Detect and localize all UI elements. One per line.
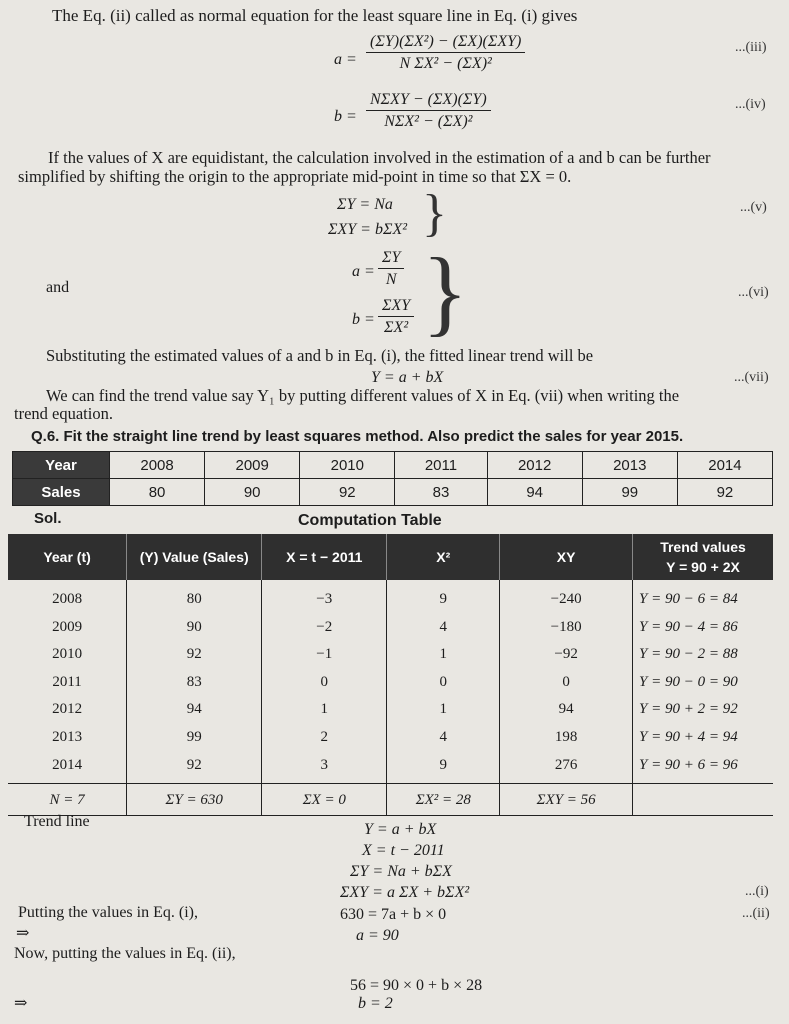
eq-vi-a-lhs: a = [352, 263, 375, 280]
trend-value: Y = 90 + 2 = 92 [639, 701, 738, 718]
para3-line2: trend equation. [14, 404, 113, 423]
sales-value: 92 [186, 646, 202, 663]
year-cell: 2008 [110, 452, 205, 479]
eq-iv-denominator: NΣX² − (ΣX)² [384, 113, 473, 130]
year-cell: 2010 [300, 452, 395, 479]
trend-header-line2: Y = 90 + 2X [666, 559, 740, 575]
solution-line6: a = 90 [356, 927, 399, 944]
solution-line2: X = t − 2011 [362, 842, 445, 859]
year-header: Year [13, 452, 110, 479]
year-value: 2012 [52, 701, 83, 718]
para2: Substituting the estimated values of a and b in Eq. (i), the fitted linear trend will be [46, 346, 594, 365]
ctable-header-row [8, 534, 773, 580]
eq-vi-b-den: ΣX² [384, 319, 409, 336]
eq-v-label: ...(v) [740, 200, 767, 215]
eq-iv-label: ...(iv) [735, 97, 766, 112]
col-year [8, 580, 127, 784]
intro-text: The Eq. (ii) called as normal equation for the least square line in Eq. (i) gives [52, 6, 578, 25]
total-sum-x2: ΣX² = 28 [387, 784, 500, 816]
year-cell: 2009 [205, 452, 300, 479]
year-value: 2009 [52, 618, 83, 635]
eq-vii: Y = a + bX [371, 369, 444, 386]
putting-values-text: Putting the values in Eq. (i), [18, 904, 198, 921]
eq-iii-label: ...(iii) [735, 40, 767, 55]
sales-value: 90 [186, 618, 202, 635]
col-x2-header: X² [387, 534, 500, 580]
sales-header: Sales [13, 479, 110, 506]
computation-table-title: Computation Table [298, 512, 442, 529]
solution-line8: b = 2 [358, 995, 393, 1012]
xy-value: −240 [550, 591, 582, 607]
solution-line7: 56 = 90 × 0 + b × 28 [350, 977, 483, 994]
year-row [13, 452, 773, 479]
sol-label: Sol. [34, 510, 62, 527]
total-sum-y: ΣY = 630 [127, 784, 262, 816]
trend-value: Y = 90 − 0 = 90 [639, 673, 738, 690]
trend-line-label: Trend line [24, 813, 90, 830]
trend-value: Y = 90 + 4 = 94 [639, 728, 738, 745]
xy-value: −180 [550, 618, 582, 635]
eq-vi-brace: } [422, 238, 469, 345]
year-cell: 2014 [677, 452, 772, 479]
total-sum-xy: ΣXY = 56 [500, 784, 633, 816]
sales-value: 83 [186, 673, 202, 690]
year-value: 2011 [52, 673, 82, 690]
x2-value: 1 [439, 646, 448, 663]
year-value: 2014 [52, 756, 83, 773]
col-year-header: Year (t) [8, 534, 127, 580]
year-cell: 2011 [395, 452, 487, 479]
implies-arrow-1: ⇒ [16, 925, 30, 942]
trend-value: Y = 90 − 4 = 86 [639, 618, 738, 635]
year-value: 2008 [52, 591, 83, 607]
xy-value: 198 [554, 728, 578, 745]
solution-line1: Y = a + bX [364, 821, 437, 838]
xy-value: 94 [558, 701, 574, 718]
solution-line4: ΣXY = a ΣX + bΣX² [340, 884, 470, 901]
xy-value: 0 [562, 673, 570, 690]
sales-cell: 94 [487, 479, 582, 506]
x2-value: 0 [439, 673, 448, 690]
para3-line1: We can find the trend value say Y₁ by putting different values of X in Eq. (vii) when writing the [46, 386, 680, 405]
col-value [127, 580, 262, 784]
eq-v-line1: ΣY = Na [337, 196, 393, 213]
eq-vi-a-fraction [378, 248, 404, 289]
total-empty [633, 784, 774, 816]
x2-value: 4 [439, 728, 448, 745]
computation-table [8, 534, 773, 816]
question-table [12, 451, 773, 506]
eq-iii-lhs: a = [334, 51, 357, 68]
trend-value: Y = 90 + 6 = 96 [639, 756, 738, 773]
x2-value: 1 [439, 701, 448, 718]
and-text: and [46, 279, 70, 296]
eq-vi-b-lhs: b = [352, 311, 375, 328]
now-putting-text: Now, putting the values in Eq. (ii), [14, 945, 236, 962]
sales-cell: 92 [677, 479, 772, 506]
solution-line5: 630 = 7a + b × 0 [340, 906, 447, 923]
xy-value: 276 [554, 756, 578, 773]
sales-cell: 99 [582, 479, 677, 506]
eq-vi-a-den: N [385, 271, 397, 288]
trend-header-line1: Trend values [660, 539, 746, 555]
x2-value: 4 [439, 618, 448, 635]
x2-value: 9 [439, 756, 448, 773]
eq-iii-fraction [366, 32, 525, 73]
x-value: 0 [320, 673, 329, 690]
year-value: 2013 [52, 728, 83, 745]
col-x-header: X = t − 2011 [262, 534, 387, 580]
solution-eq-i-label: ...(i) [745, 884, 769, 899]
col-xy-header: XY [500, 534, 633, 580]
x-value: −2 [316, 618, 333, 635]
x-value: 1 [320, 701, 329, 718]
question-q6: Q.6. Fit the straight line trend by least squares method. Also predict the sales for year 2015. [31, 428, 684, 445]
year-cell: 2013 [582, 452, 677, 479]
x-value: 2 [320, 728, 329, 745]
x-value: 3 [320, 756, 329, 773]
solution-eq-ii-label: ...(ii) [742, 906, 770, 921]
trend-value: Y = 90 − 2 = 88 [639, 646, 738, 663]
eq-v-brace: } [422, 185, 447, 242]
solution-line3: ΣY = Na + bΣX [350, 863, 452, 880]
sales-value: 92 [186, 756, 202, 773]
col-trend-header [633, 534, 774, 580]
ctable-body-row [8, 580, 773, 784]
eq-vi-a-num: ΣY [378, 248, 404, 269]
eq-iv-numerator: NΣXY − (ΣX)(ΣY) [366, 90, 491, 111]
col-x [262, 580, 387, 784]
para1-line2: simplified by shifting the origin to the appropriate mid-point in time so that ΣX = 0. [18, 167, 572, 186]
sales-cell: 83 [395, 479, 487, 506]
col-x2 [387, 580, 500, 784]
xy-value: −92 [554, 646, 578, 663]
col-xy [500, 580, 633, 784]
sales-cell: 90 [205, 479, 300, 506]
eq-v-line2: ΣXY = bΣX² [328, 221, 408, 238]
total-sum-x: ΣX = 0 [262, 784, 387, 816]
x2-value: 9 [439, 591, 448, 607]
sales-value: 94 [186, 701, 202, 718]
total-n: N = 7 [8, 784, 127, 816]
trend-value: Y = 90 − 6 = 84 [639, 591, 738, 607]
year-cell: 2012 [487, 452, 582, 479]
col-trend [633, 580, 774, 784]
implies-arrow-2: ⇒ [14, 995, 28, 1012]
eq-vii-label: ...(vii) [734, 370, 769, 385]
x-value: −1 [316, 646, 333, 663]
sales-cell: 80 [110, 479, 205, 506]
eq-vi-b-fraction [378, 296, 414, 337]
eq-vi-b-num: ΣXY [378, 296, 414, 317]
eq-iv-lhs: b = [334, 108, 357, 125]
sales-row [13, 479, 773, 506]
sales-cell: 92 [300, 479, 395, 506]
eq-iii-denominator: N ΣX² − (ΣX)² [399, 55, 492, 72]
x-value: −3 [316, 591, 333, 607]
sales-value: 99 [186, 728, 202, 745]
eq-vi-label: ...(vi) [738, 285, 769, 300]
col-value-header: (Y) Value (Sales) [127, 534, 262, 580]
eq-iii-numerator: (ΣY)(ΣX²) − (ΣX)(ΣXY) [366, 32, 525, 53]
eq-iv-fraction [366, 90, 491, 131]
year-value: 2010 [52, 646, 83, 663]
ctable-totals-row [8, 784, 773, 816]
para1-line1: If the values of X are equidistant, the calculation involved in the estimation of a and b can be further [48, 148, 711, 167]
sales-value: 80 [186, 591, 202, 607]
